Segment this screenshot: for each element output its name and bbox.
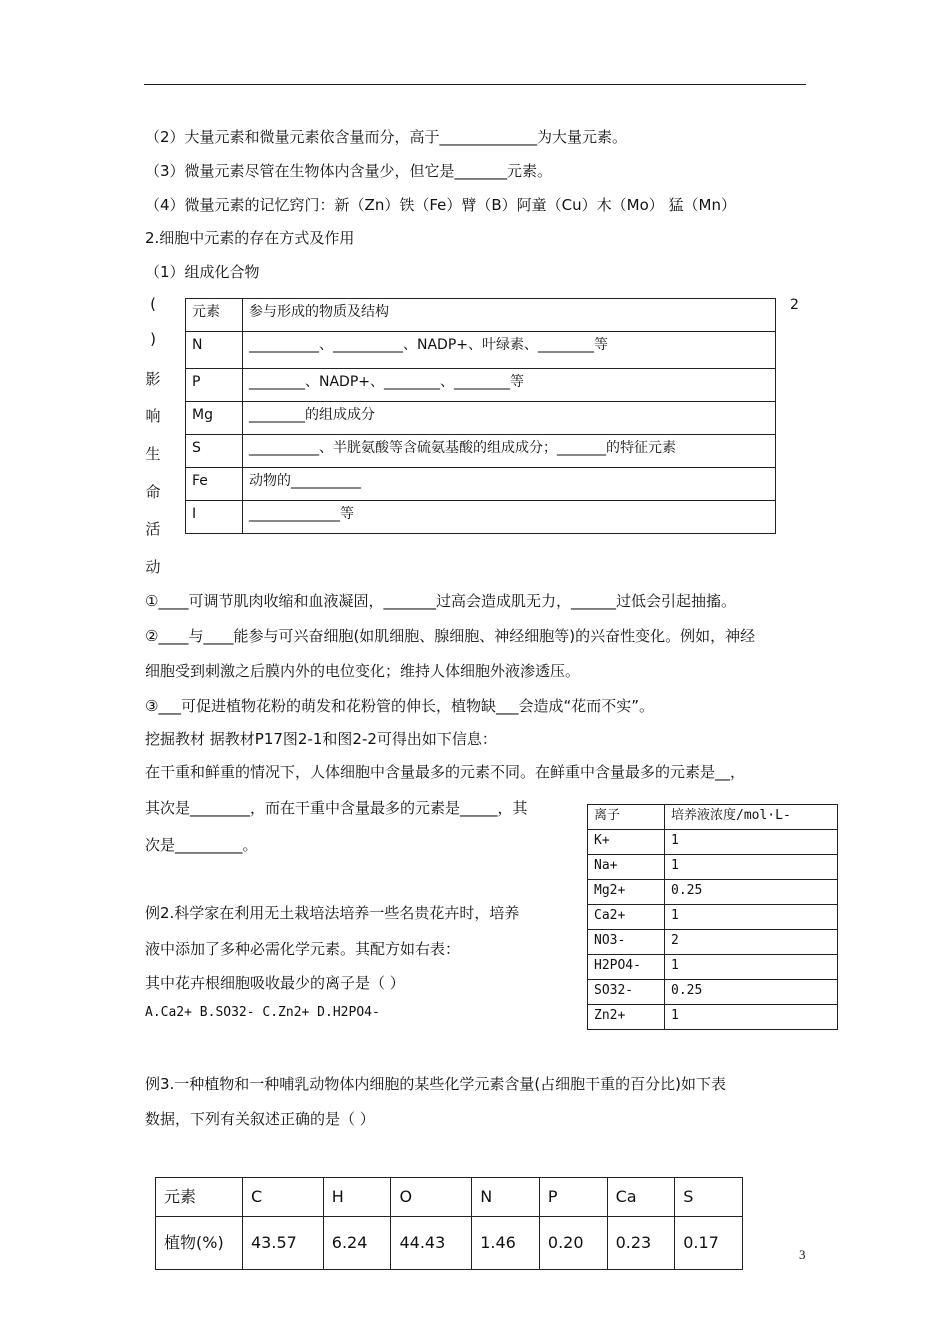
table-header-cell: S	[675, 1178, 743, 1217]
table-header-cell: N	[472, 1178, 540, 1217]
table-cell: Mg	[186, 402, 243, 435]
page-number: 3	[799, 1247, 806, 1262]
dry-wet-line: 其次是________，而在干重中含量最多的元素是_____，其	[145, 799, 528, 817]
header-rule	[144, 84, 806, 85]
table-row	[588, 905, 838, 930]
table-cell: Fe	[186, 468, 243, 501]
table-header-cell: O	[391, 1178, 472, 1217]
side-char: 响	[145, 407, 161, 425]
line-trace-elements: （3）微量元素尽管在生物体内含量少，但它是_______元素。	[145, 162, 553, 180]
table-cell: 1.46	[472, 1217, 540, 1270]
example2-question: 其中花卉根细胞吸收最少的离子是（ ）	[145, 974, 405, 992]
table-cell: I	[186, 501, 243, 534]
table-row	[588, 930, 838, 955]
side-char: 生	[145, 445, 161, 463]
table-row	[588, 1005, 838, 1030]
line-major-elements: （2）大量元素和微量元素依含量而分，高于_____________为大量元素。	[145, 128, 628, 146]
item-calcium: ①____可调节肌肉收缩和血液凝固，_______过高会造成肌无力，______过低会引起抽搐。	[145, 592, 736, 610]
table-cell: NO3-	[588, 930, 665, 955]
table-cell: 1	[665, 955, 838, 980]
table-cell: 0.20	[539, 1217, 607, 1270]
section-heading: 2.细胞中元素的存在方式及作用	[145, 229, 355, 247]
table-cell: K+	[588, 830, 665, 855]
side-char: 活	[145, 520, 161, 538]
side-char: 命	[145, 483, 161, 501]
dry-wet-line: 在干重和鲜重的情况下，人体细胞中含量最多的元素不同。在鲜重中含量最多的元素是__，	[145, 763, 746, 781]
table-row	[588, 980, 838, 1005]
example3-text: 数据，下列有关叙述正确的是（ ）	[145, 1110, 375, 1128]
table-cell: 44.43	[391, 1217, 472, 1270]
item-boron: ③___可促进植物花粉的萌发和花粉管的伸长，植物缺___会造成“花而不实”。	[145, 697, 654, 715]
side-char: 影	[145, 370, 161, 388]
table-row	[588, 880, 838, 905]
table-cell: 6.24	[323, 1217, 391, 1270]
table-row	[186, 435, 776, 468]
table-cell: __________、__________、NADP+、叶绿素、________等	[243, 332, 776, 369]
example2-text: 液中添加了多种必需化学元素。其配方如右表：	[145, 940, 461, 958]
table-cell: _____________等	[243, 501, 776, 534]
table-row	[588, 830, 838, 855]
table-header-cell: Ca	[607, 1178, 675, 1217]
table-row	[186, 402, 776, 435]
example2-text: 例2.科学家在利用无土栽培法培养一些名贵花卉时，培养	[145, 904, 520, 922]
elements-table	[185, 298, 776, 534]
table-header-cell: C	[243, 1178, 324, 1217]
table-row	[588, 955, 838, 980]
table-cell: 0.25	[665, 880, 838, 905]
table-row	[186, 501, 776, 534]
table-cell: 43.57	[243, 1217, 324, 1270]
table-cell: 2	[665, 930, 838, 955]
table-header-cell: 元素	[156, 1178, 243, 1217]
sub-heading: （1）组成化合物	[145, 263, 260, 281]
table-cell: Ca2+	[588, 905, 665, 930]
side-char: )	[150, 330, 156, 348]
table-cell: Zn2+	[588, 1005, 665, 1030]
table-cell: Na+	[588, 855, 665, 880]
table-header-cell: 培养液浓度/mol·L-	[665, 805, 838, 830]
side-char: 动	[145, 558, 161, 576]
table-cell: 0.17	[675, 1217, 743, 1270]
table-cell: __________、半胱氨酸等含硫氨基酸的组成成分；_______的特征元素	[243, 435, 776, 468]
item-na-k: ②____与____能参与可兴奋细胞(如肌细胞、腺细胞、神经细胞等)的兴奋性变化。例如，神经	[145, 627, 756, 645]
table-cell: 1	[665, 1005, 838, 1030]
table-row	[588, 805, 838, 830]
table-cell: Mg2+	[588, 880, 665, 905]
table-cell: 1	[665, 855, 838, 880]
table-row	[186, 332, 776, 369]
table-cell: ________的组成成分	[243, 402, 776, 435]
table-cell: P	[186, 369, 243, 402]
dry-wet-line: 次是_________。	[145, 836, 258, 854]
table-cell: H2PO4-	[588, 955, 665, 980]
table-row	[186, 369, 776, 402]
table-cell: 植物(%)	[156, 1217, 243, 1270]
composition-table	[155, 1177, 743, 1270]
table-cell: 0.25	[665, 980, 838, 1005]
table-cell: 0.23	[607, 1217, 675, 1270]
table-row	[186, 299, 776, 332]
table-header-cell: 参与形成的物质及结构	[243, 299, 776, 332]
table-cell: S	[186, 435, 243, 468]
side-char: (	[150, 295, 156, 313]
table-cell: N	[186, 332, 243, 369]
example2-options: A.Ca2+ B.SO32- C.Zn2+ D.H2PO4-	[145, 1005, 380, 1020]
line-mnemonic: （4）微量元素的记忆窍门：新（Zn）铁（Fe）臂（B）阿童（Cu）木（Mo） 猛（Mn）	[145, 196, 736, 214]
textbook-note: 挖掘教材 据教材P17图2-1和图2-2可得出如下信息：	[145, 730, 497, 748]
table-header-cell: 元素	[186, 299, 243, 332]
table-cell: ________、NADP+、________、________等	[243, 369, 776, 402]
table-header-cell: H	[323, 1178, 391, 1217]
table-cell: 动物的__________	[243, 468, 776, 501]
example3-text: 例3.一种植物和一种哺乳动物体内细胞的某些化学元素含量(占细胞干重的百分比)如下表	[145, 1075, 727, 1093]
table-row	[588, 855, 838, 880]
table-header-cell: P	[539, 1178, 607, 1217]
table-row	[156, 1217, 743, 1270]
table-row	[156, 1178, 743, 1217]
table-cell: SO32-	[588, 980, 665, 1005]
side-number: 2	[790, 297, 799, 313]
item-na-k-cont: 细胞受到刺激之后膜内外的电位变化；维持人体细胞外液渗透压。	[145, 662, 581, 680]
table-cell: 1	[665, 905, 838, 930]
nutrient-table	[587, 804, 838, 1030]
table-header-cell: 离子	[588, 805, 665, 830]
table-cell: 1	[665, 830, 838, 855]
table-row	[186, 468, 776, 501]
